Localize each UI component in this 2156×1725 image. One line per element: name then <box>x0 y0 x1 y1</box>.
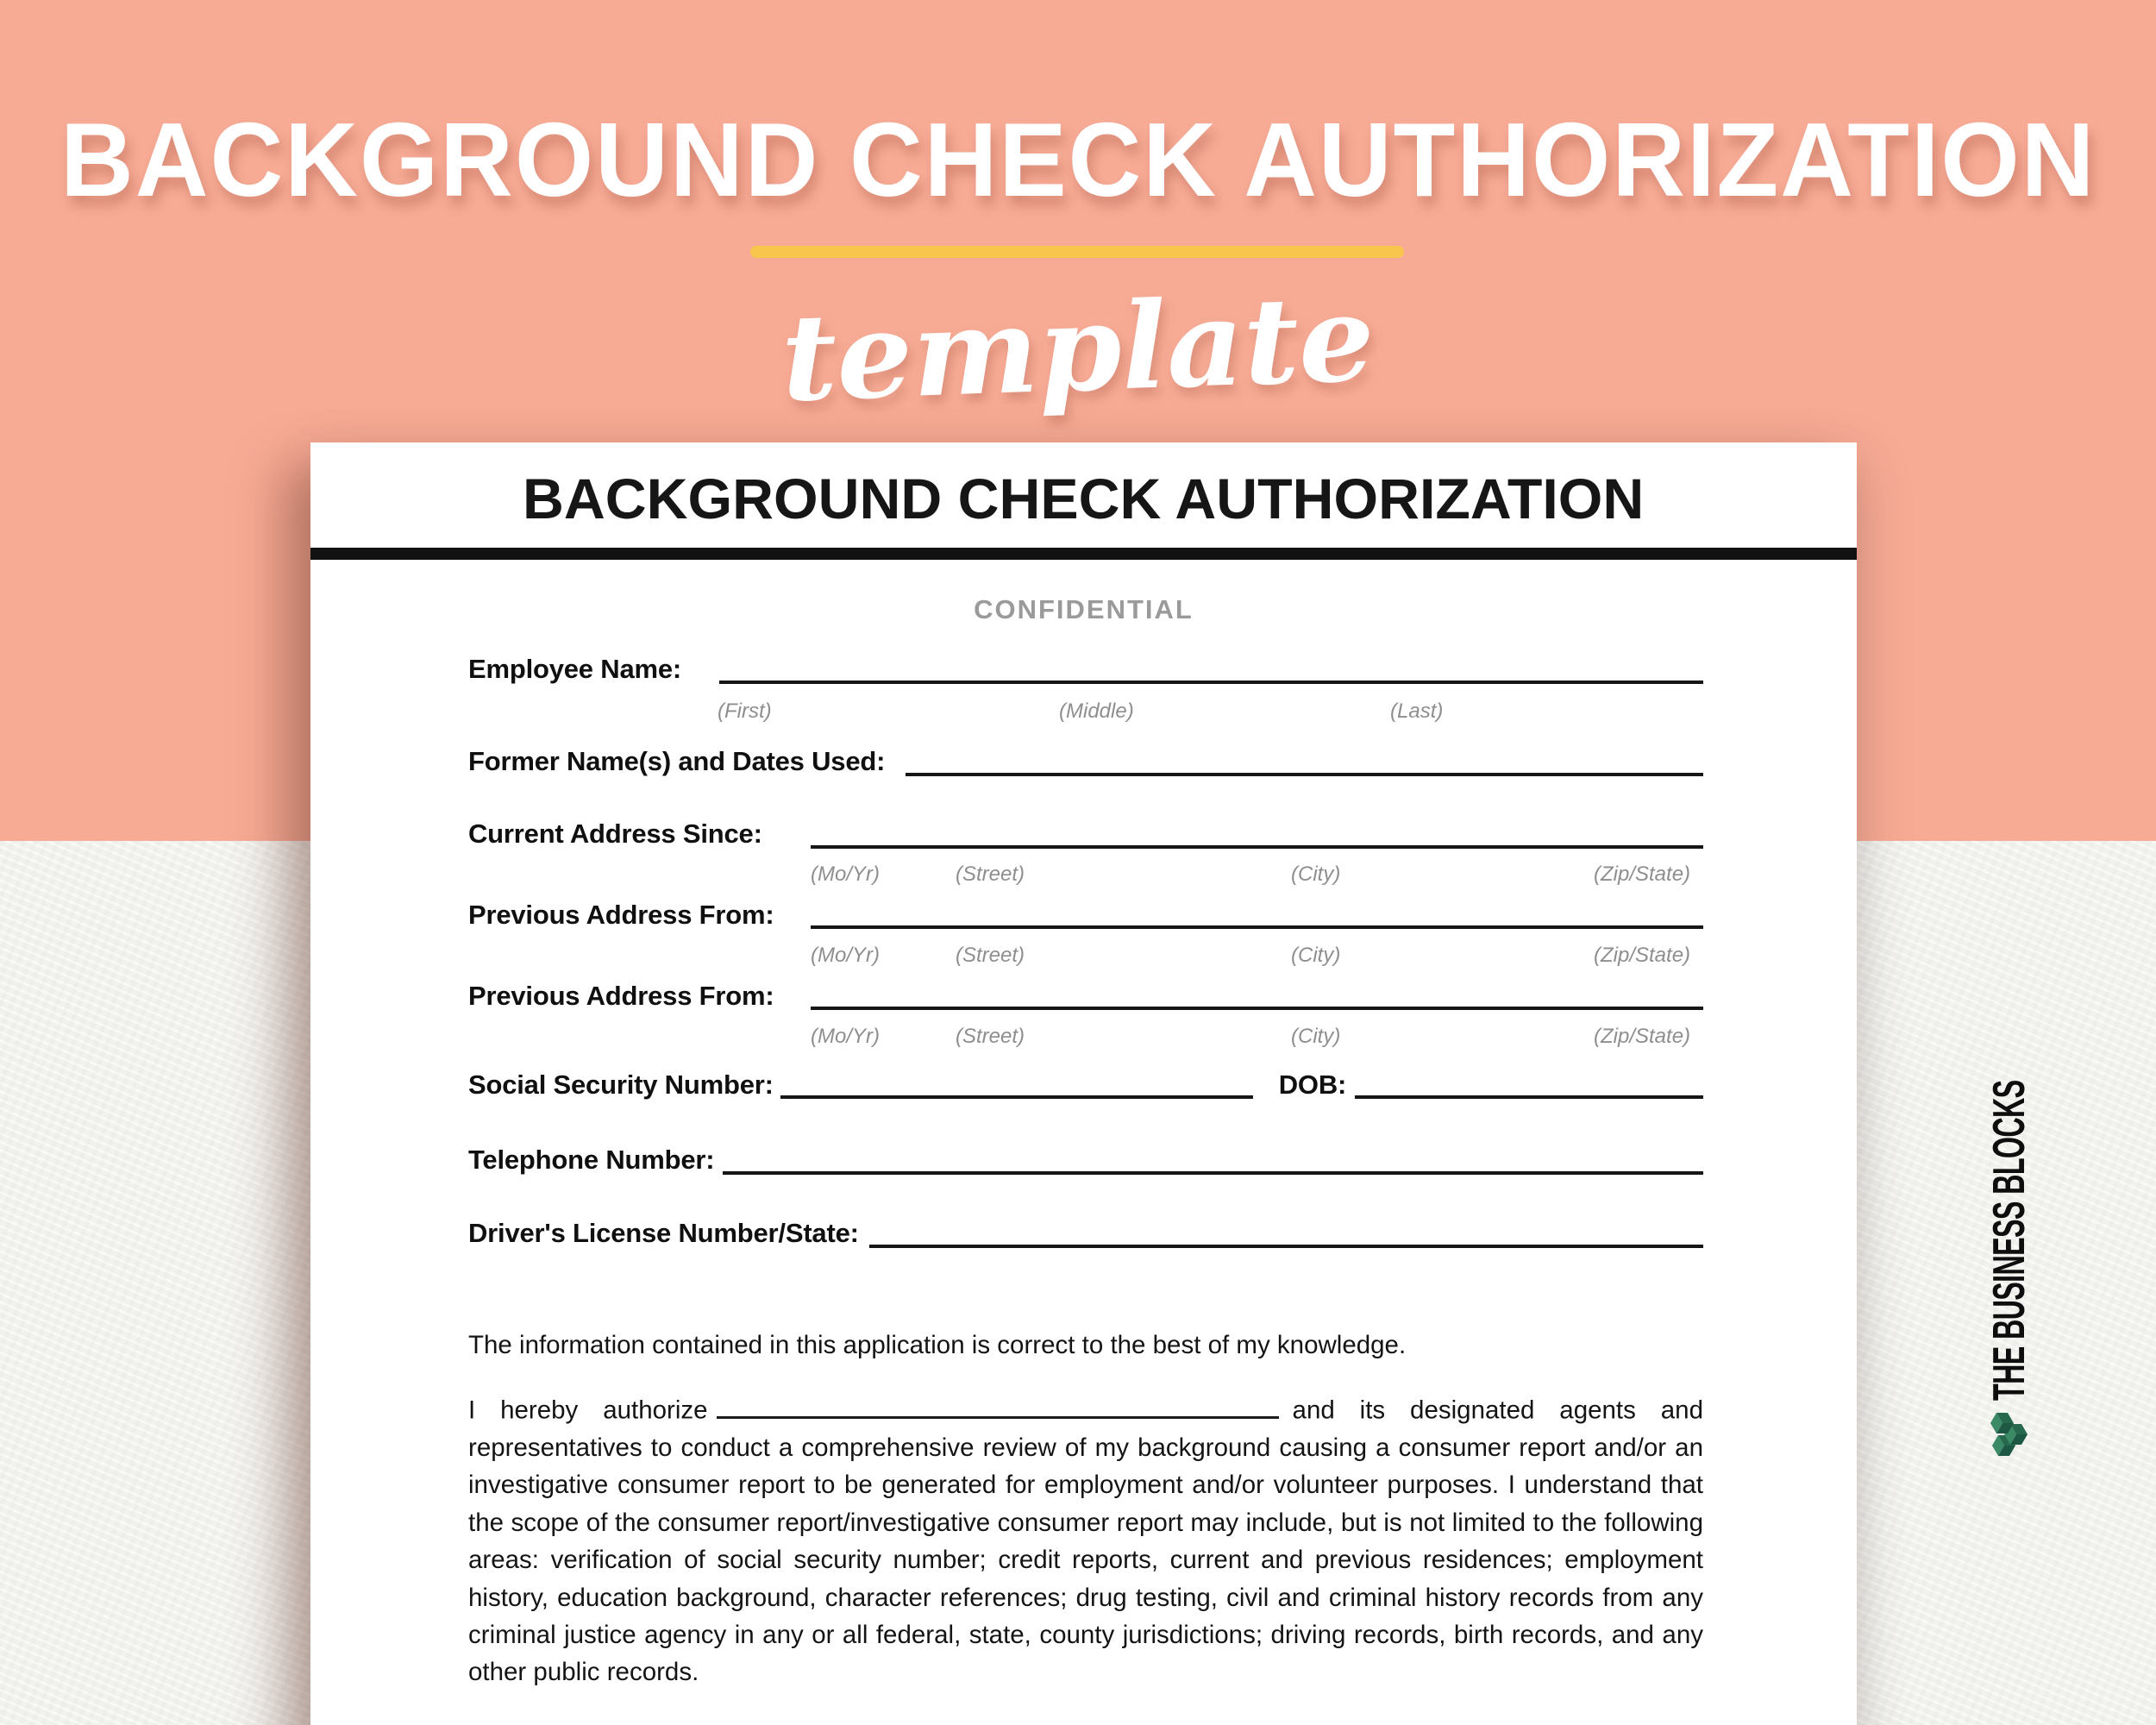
document-page <box>310 442 1857 1725</box>
field-telephone <box>468 1145 1703 1175</box>
authorize-prefix: I hereby authorize <box>468 1396 708 1425</box>
zip-state-sublabel: (Zip/State) <box>1594 944 1691 967</box>
statement-text: The information contained in this application is correct to the best of my knowledge. <box>468 1331 1407 1359</box>
drivers-license-label: Driver's License Number/State: <box>468 1218 859 1248</box>
authorize-suffix: and its designated agents and representatives to conduct a comprehensive review of my background causing a consumer report and/or an investigative consumer report to be generated for employment and/or volunteer purposes. I understand that the scope of the consumer report/investigative consumer report may include, but is not limited to the following areas: verification of social security number; credit reports, current and previous residences; employment history, education background, character references; drug testing, civil and criminal history records from any criminal justice agency in any or all federal, state, county jurisdictions; driving records, birth records, and any other public records. <box>468 1396 1703 1687</box>
telephone-line[interactable] <box>723 1171 1703 1175</box>
city-sublabel: (City) <box>1291 944 1341 967</box>
employee-name-label: Employee Name: <box>468 654 682 684</box>
document-title <box>310 467 1857 530</box>
business-blocks-logo-icon <box>1987 1413 2032 1458</box>
field-current-address <box>468 819 1703 849</box>
ssn-label: Social Security Number: <box>468 1070 774 1100</box>
title-divider <box>310 548 1857 560</box>
street-sublabel: (Street) <box>956 1025 1025 1048</box>
authorize-blank-line[interactable] <box>717 1390 1279 1419</box>
mo-yr-sublabel: (Mo/Yr) <box>811 862 880 886</box>
telephone-label: Telephone Number: <box>468 1145 715 1175</box>
template-script: template <box>779 267 1377 429</box>
mo-yr-sublabel: (Mo/Yr) <box>811 944 880 967</box>
ssn-line[interactable] <box>780 1095 1253 1099</box>
field-previous-address-1 <box>468 900 1703 929</box>
banner-title <box>0 101 2156 218</box>
name-sublabels <box>468 699 1703 725</box>
city-sublabel: (City) <box>1291 862 1341 886</box>
street-sublabel: (Street) <box>956 944 1025 967</box>
last-sublabel: (Last) <box>1390 699 1444 723</box>
previous-address-1-label: Previous Address From: <box>468 900 774 930</box>
address-sublabels-2 <box>468 944 1703 969</box>
previous-address-1-line[interactable] <box>811 925 1703 929</box>
former-names-label: Former Name(s) and Dates Used: <box>468 746 886 776</box>
field-drivers-license <box>468 1219 1703 1248</box>
employee-name-line[interactable] <box>719 681 1703 684</box>
address-sublabels-1 <box>468 862 1703 888</box>
city-sublabel: (City) <box>1291 1025 1341 1048</box>
previous-address-2-label: Previous Address From: <box>468 981 774 1011</box>
mo-yr-sublabel: (Mo/Yr) <box>811 1025 880 1048</box>
authorization-paragraph <box>468 1390 1703 1691</box>
brand-lockup <box>1984 1078 2035 1458</box>
dob-label: DOB: <box>1278 1070 1347 1100</box>
banner-underline <box>750 246 1404 258</box>
document-title-text: BACKGROUND CHECK AUTHORIZATION <box>523 467 1645 530</box>
middle-sublabel: (Middle) <box>1059 699 1134 723</box>
field-ssn-dob <box>468 1070 1703 1099</box>
zip-state-sublabel: (Zip/State) <box>1594 1025 1691 1048</box>
previous-address-2-line[interactable] <box>811 1007 1703 1010</box>
address-sublabels-3 <box>468 1025 1703 1051</box>
brand-name: THE BUSINESS BLOCKS <box>1984 1080 2034 1401</box>
current-address-label: Current Address Since: <box>468 819 762 849</box>
field-employee-name <box>468 655 1703 684</box>
drivers-license-line[interactable] <box>869 1245 1703 1248</box>
former-names-line[interactable] <box>906 773 1703 776</box>
field-previous-address-2 <box>468 982 1703 1010</box>
current-address-line[interactable] <box>811 845 1703 849</box>
field-former-names <box>468 747 1703 776</box>
zip-state-sublabel: (Zip/State) <box>1594 862 1691 886</box>
first-sublabel: (First) <box>718 699 772 723</box>
banner-title-text: BACKGROUND CHECK AUTHORIZATION <box>60 101 2096 218</box>
street-sublabel: (Street) <box>956 862 1025 886</box>
confidential-label: CONFIDENTIAL <box>974 594 1194 624</box>
dob-line[interactable] <box>1355 1095 1703 1099</box>
